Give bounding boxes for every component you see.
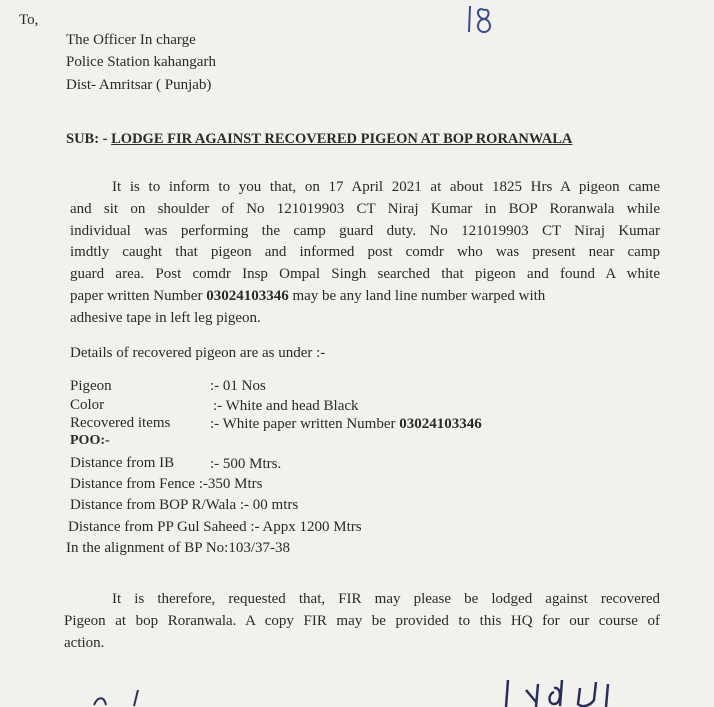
- body-paragraph-1: [70, 177, 660, 330]
- subject-prefix: SUB: -: [66, 131, 112, 147]
- addressee-line-2: Police Station kahangarh: [66, 54, 216, 70]
- subject-text: LODGE FIR AGAINST RECOVERED PIGEON AT BOP RORANWALA: [111, 131, 573, 147]
- handwritten-page-mark: [462, 2, 498, 36]
- para2-line: action.: [64, 634, 105, 651]
- para2-line: Pigeon at bop Roranwala. A copy FIR may be provided to this HQ for our course of: [64, 612, 660, 629]
- recovered-items-text: :- White paper written Number: [210, 416, 400, 432]
- phone-number: 03024103346: [206, 287, 289, 304]
- details-intro: Details of recovered pigeon are as under :-: [70, 345, 326, 361]
- para1-line: individual was performing the camp guard duty. No 121019903 CT Niraj Kumar: [70, 222, 660, 239]
- para1-line: adhesive tape in left leg pigeon.: [70, 309, 261, 326]
- subject-line: [66, 130, 572, 148]
- addressee-line-1: The Officer In charge: [66, 32, 196, 48]
- poo-bop: Distance from BOP R/Wala :- 00 mtrs: [70, 497, 299, 513]
- detail-value-color: :- White and head Black: [213, 398, 359, 414]
- addressee-line-3: Dist- Amritsar ( Punjab): [66, 77, 212, 93]
- para1-line6-head: paper written Number: [70, 287, 207, 304]
- poo-pp-gul-saheed: Distance from PP Gul Saheed :- Appx 1200 Mtrs: [68, 519, 362, 535]
- para2-line: It is therefore, requested that, FIR may please be lodged against recovered: [112, 591, 660, 607]
- detail-value-recovered-items: [210, 415, 482, 433]
- poo-label: POO:-: [70, 433, 110, 448]
- detail-label-color: Color: [70, 397, 105, 413]
- poo-ib-value: :- 500 Mtrs.: [210, 456, 282, 472]
- poo-fence: Distance from Fence :-350 Mtrs: [70, 476, 263, 492]
- para1-line: It is to inform to you that, on 17 April 2021 at about 1825 Hrs A pigeon came: [112, 179, 660, 195]
- poo-ib-label: Distance from IB: [70, 455, 175, 471]
- para1-line-with-number: [70, 286, 660, 308]
- to-label: To,: [19, 12, 39, 28]
- poo-alignment: In the alignment of BP No:103/37-38: [66, 540, 291, 556]
- para1-line: imdtly caught that pigeon and informed post comdr who was present near camp: [70, 244, 660, 261]
- signature-scribble-left: [90, 688, 160, 707]
- recovered-items-number: 03024103346: [399, 416, 482, 432]
- detail-label-pigeon: Pigeon: [70, 378, 112, 394]
- detail-label-recovered-items: Recovered items: [70, 415, 171, 431]
- para1-line6-tail: may be any land line number warped with: [288, 287, 546, 304]
- para1-line: and sit on shoulder of No 121019903 CT Niraj Kumar in BOP Roranwala while: [70, 200, 660, 217]
- detail-value-pigeon: :- 01 Nos: [210, 378, 266, 394]
- body-paragraph-2: [64, 589, 660, 654]
- signature-scribble-right: [496, 674, 626, 707]
- para1-line: guard area. Post comdr Insp Ompal Singh searched that pigeon and found A white: [70, 266, 660, 283]
